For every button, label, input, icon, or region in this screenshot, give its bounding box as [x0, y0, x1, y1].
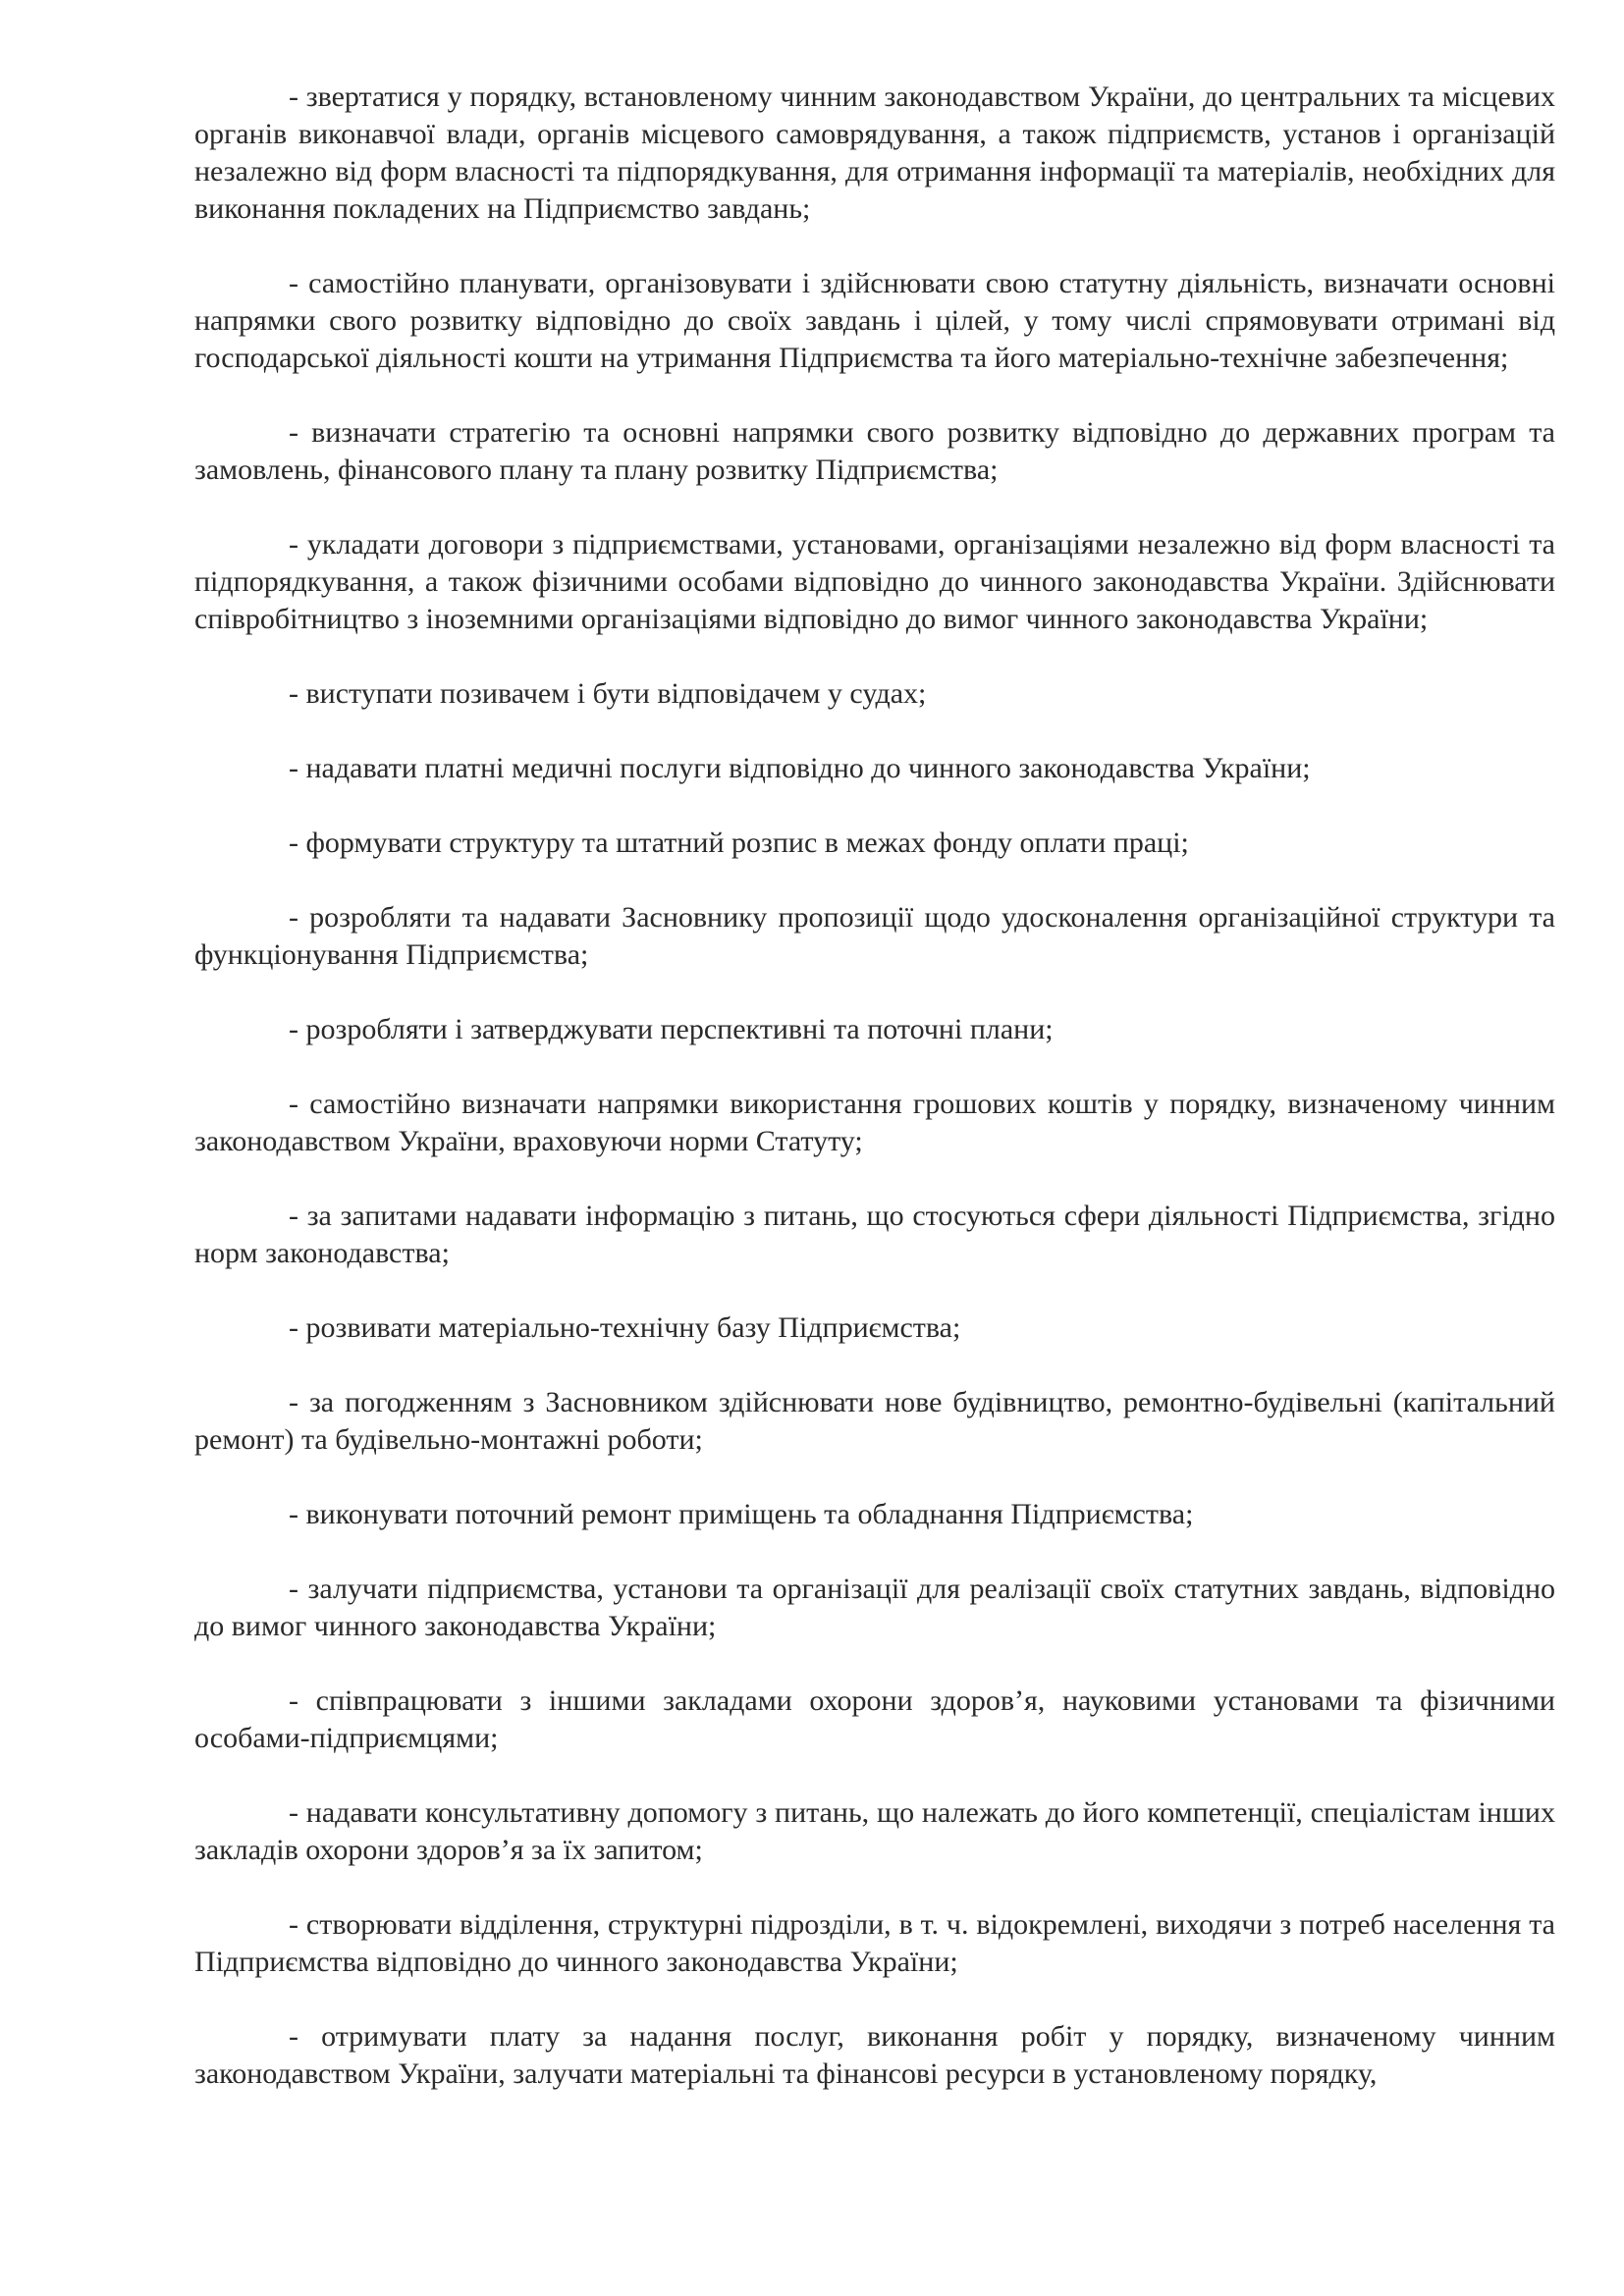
paragraph-provide-information: - за запитами надавати інформацію з питань, що стосуються сфери діяльності Підприємства, згідно норм законодавства; [194, 1200, 1555, 1269]
paragraph-funds-usage: - самостійно визначати напрямки використання грошових коштів у порядку, визначеному чинним законодавством України, враховуючи норми Статуту; [194, 1088, 1555, 1157]
paragraph-material-base: - розвивати матеріально-технічну базу Підприємства; [289, 1311, 961, 1344]
paragraph-engage-organizations: - залучати підприємства, установи та організації для реалізації своїх статутних завдань, відповідно до вимог чинного законодавства України; [194, 1573, 1555, 1642]
paragraph-current-repair: - виконувати поточний ремонт приміщень та обладнання Підприємства; [289, 1498, 1194, 1530]
paragraph-define-strategy: - визначати стратегію та основні напрямки свого розвитку відповідно до державних програм та замовлень, фінансового плану та плану розвитку Підприємства; [194, 416, 1555, 486]
paragraph-plan-activity: - самостійно планувати, організовувати і здійснювати свою статутну діяльність, визначати основні напрямки свого розвитку відповідно до своїх завдань і цілей, у тому числі спрямовувати отримані від господарської діяльності кошти на утримання Підприємства та його матеріально-технічне забезпечення; [194, 267, 1555, 374]
paragraph-court-party: - виступати позивачем і бути відповідачем у судах; [289, 677, 927, 710]
paragraph-plans: - розробляти і затверджувати перспективні та поточні плани; [289, 1013, 1054, 1045]
paragraph-cooperate: - співпрацювати з іншими закладами охорони здоров’я, науковими установами та фізичними особами-підприємцями; [194, 1684, 1555, 1754]
paragraph-construction: - за погодженням з Засновником здійснювати нове будівництво, ремонтно-будівельні (капітальний ремонт) та будівельно-монтажні роботи; [194, 1386, 1555, 1456]
paragraph-consultative-help: - надавати консультативну допомогу з питань, що належать до його компетенції, спеціалістам інших закладів охорони здоров’я за їх запитом; [194, 1796, 1555, 1866]
paragraph-proposals: - розробляти та надавати Засновнику пропозиції щодо удосконалення організаційної структури та функціонування Підприємства; [194, 901, 1555, 971]
paragraph-receive-payment: - отримувати плату за надання послуг, виконання робіт у порядку, визначеному чинним законодавством України, залучати матеріальні та фінансові ресурси в установленому порядку, [194, 2020, 1555, 2090]
paragraph-staff-structure: - формувати структуру та штатний розпис в межах фонду оплати праці; [289, 827, 1189, 859]
paragraph-request-information: - звертатися у порядку, встановленому чинним законодавством України, до центральних та місцевих органів виконавчої влади, органів місцевого самоврядування, а також підприємств, установ і організацій незалежно від форм власності та підпорядкування, для отримання інформації та матеріалів, необхідних для виконання покладених на Підприємство завдань; [194, 80, 1555, 225]
document-page [194, 79, 1555, 2093]
paragraph-conclude-contracts: - укладати договори з підприємствами, установами, організаціями незалежно від форм власності та підпорядкування, а також фізичними особами відповідно до чинного законодавства України. Здійснювати співробітництво з іноземними організаціями відповідно до вимог чинного законодавства України; [194, 528, 1555, 635]
paragraph-paid-services: - надавати платні медичні послуги відповідно до чинного законодавства України; [289, 752, 1311, 784]
paragraph-create-departments: - створювати відділення, структурні підрозділи, в т. ч. відокремлені, виходячи з потреб населення та Підприємства відповідно до чинного законодавства України; [194, 1908, 1555, 1978]
